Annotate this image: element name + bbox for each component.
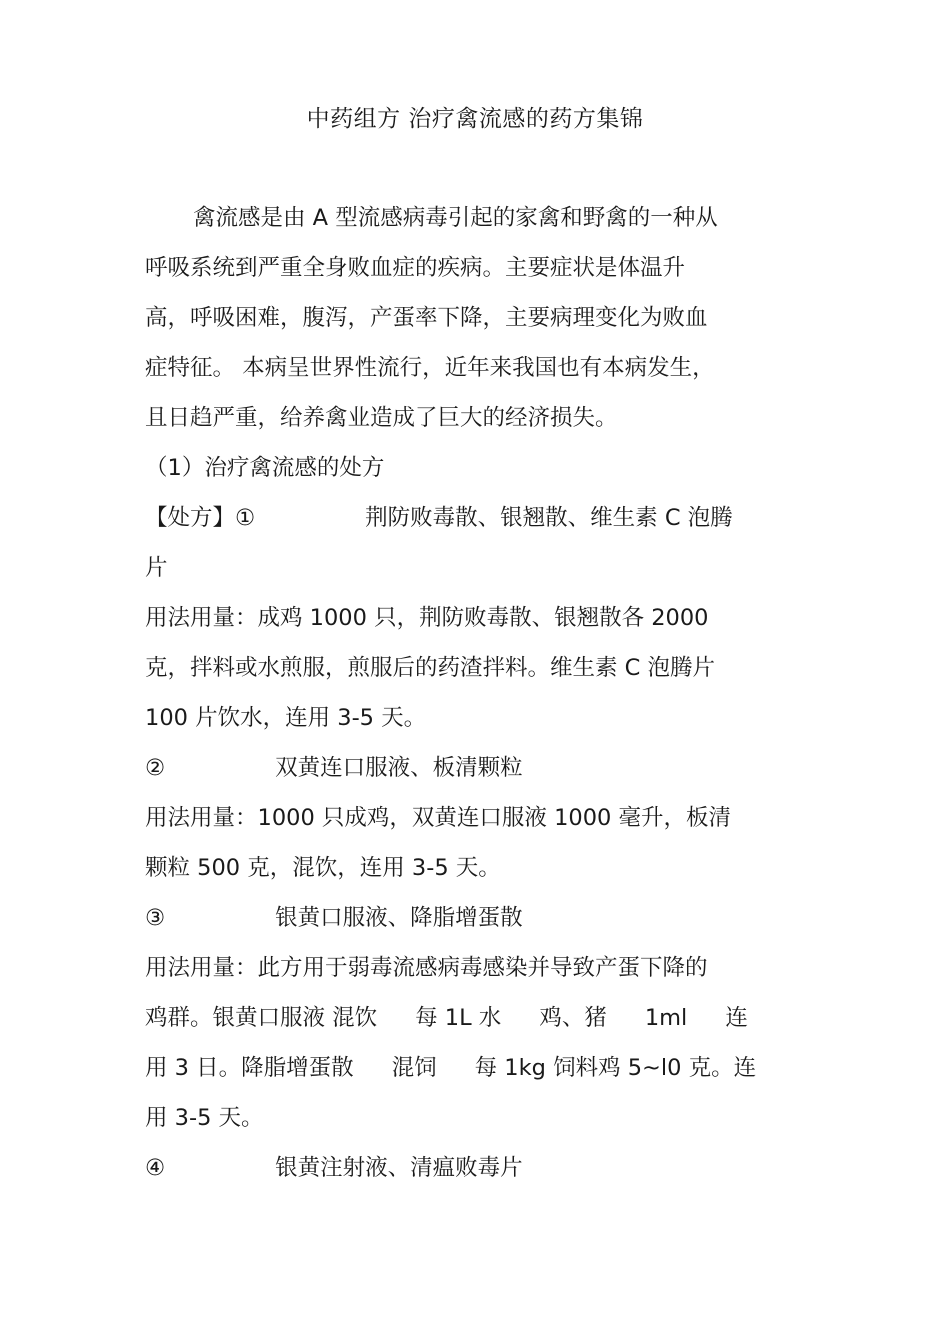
rx3-num: ③ (145, 905, 166, 931)
rx3-usage-2c: 鸡、猪 (539, 1005, 607, 1031)
rx2-usage-1: 用法用量：1000 只成鸡，双黄连口服液 1000 毫升，板清 (145, 805, 731, 831)
rx4-num: ④ (145, 1155, 166, 1181)
rx2-usage-2: 颗粒 500 克，混饮，连用 3-5 天。 (145, 855, 501, 881)
rx3-heading (145, 893, 800, 943)
rx1-name: 荆防败毒散、银翘散、维生素 C 泡腾 (365, 505, 733, 531)
rx3-usage-2b: 每 1L 水 (415, 1005, 502, 1031)
rx1-usage-2: 克，拌料或水煎服，煎服后的药渣拌料。维生素 C 泡腾片 (145, 655, 716, 681)
rx4-heading (145, 1143, 800, 1193)
intro-line-5: 且日趋严重，给养禽业造成了巨大的经济损失。 (145, 405, 618, 431)
rx4-name: 银黄注射液、清瘟败毒片 (275, 1155, 523, 1181)
rx1-usage-1: 用法用量：成鸡 1000 只，荆防败毒散、银翘散各 2000 (145, 605, 709, 631)
rx3-usage-1: 用法用量：此方用于弱毒流感病毒感染并导致产蛋下降的 (145, 955, 708, 981)
rx3-usage-2d: 1ml (644, 1005, 688, 1031)
rx2-name: 双黄连口服液、板清颗粒 (275, 755, 523, 781)
rx2-heading (145, 743, 800, 793)
rx3-usage-4: 用 3-5 天。 (145, 1105, 264, 1131)
rx3-name: 银黄口服液、降脂增蛋散 (275, 905, 523, 931)
document-body (145, 193, 800, 1193)
rx3-usage-2a: 鸡群。银黄口服液 混饮 (145, 1005, 378, 1031)
rx1-name-cont: 片 (145, 555, 168, 581)
rx3-usage-3b: 混饲 (391, 1055, 437, 1081)
rx1-heading (145, 493, 800, 543)
rx3-usage-2 (145, 993, 800, 1043)
rx3-usage-3 (145, 1043, 800, 1093)
rx1-prefix: 【处方】① (145, 505, 256, 531)
rx3-usage-3c: 每 1kg 饲料鸡 5~l0 克。连 (474, 1055, 757, 1081)
rx2-num: ② (145, 755, 166, 781)
intro-line-2: 呼吸系统到严重全身败血症的疾病。主要症状是体温升 (145, 255, 686, 281)
rx1-usage-3: 100 片饮水，连用 3-5 天。 (145, 705, 427, 731)
document-title: 中药组方 治疗禽流感的药方集锦 (306, 106, 644, 132)
intro-line-4: 症特征。 本病呈世界性流行，近年来我国也有本病发生， (145, 355, 715, 381)
intro-line-3: 高，呼吸困难，腹泻，产蛋率下降，主要病理变化为败血 (145, 305, 708, 331)
rx3-usage-2e: 连 (725, 1005, 748, 1031)
section-heading: （1）治疗禽流感的处方 (145, 455, 385, 481)
rx3-usage-3a: 用 3 日。降脂增蛋散 (145, 1055, 354, 1081)
intro-line-1: 禽流感是由 A 型流感病毒引起的家禽和野禽的一种从 (193, 205, 718, 231)
